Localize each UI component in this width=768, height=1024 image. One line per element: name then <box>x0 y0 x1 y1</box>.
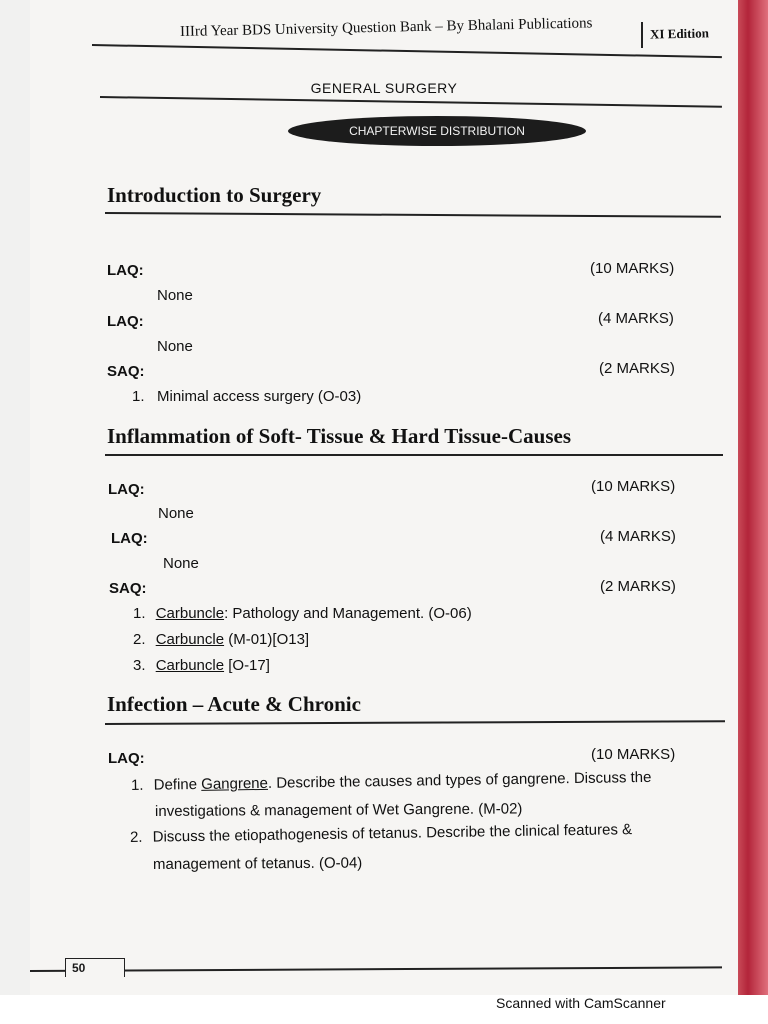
list-number: 1. <box>130 776 144 794</box>
question-type-label: LAQ: <box>107 262 144 279</box>
question-type-label: LAQ: <box>107 313 144 330</box>
question-text: [O-17] <box>224 657 270 674</box>
list-number: 2. <box>133 631 146 648</box>
question-text: Discuss the etiopathogenesis of tetanus. Describe the clinical features & <box>152 821 633 846</box>
marks-label: (2 MARKS) <box>599 360 675 377</box>
question-type-label: SAQ: <box>109 580 147 597</box>
question-text: (M-01)[O13] <box>224 631 310 648</box>
marks-label: (4 MARKS) <box>600 528 676 545</box>
keyword: Carbuncle <box>155 657 225 674</box>
question-text: . Describe the causes and types of gangrene. Discuss the <box>267 768 652 792</box>
subject-title: GENERAL SURGERY <box>310 80 458 96</box>
question-type-label: LAQ: <box>108 481 145 498</box>
list-number: 1. <box>133 605 146 622</box>
section-title: Inflammation of Soft- Tissue & Hard Tissue-Causes <box>107 424 572 448</box>
list-item <box>133 657 270 674</box>
keyword: Carbuncle <box>155 631 225 648</box>
marks-label: (10 MARKS) <box>591 478 676 495</box>
running-header: IIIrd Year BDS University Question Bank – By Bhalani Publications <box>179 15 593 40</box>
marks-label: (10 MARKS) <box>590 260 675 277</box>
question-type-label: SAQ: <box>107 363 145 380</box>
question-text: None <box>163 555 199 572</box>
question-text: None <box>157 287 193 304</box>
question-text: investigations & management of Wet Gangrene. (M-02) <box>154 800 523 820</box>
chapterwise-banner: CHAPTERWISE DISTRIBUTION <box>288 116 586 146</box>
marks-label: (10 MARKS) <box>591 746 676 763</box>
keyword: Gangrene <box>201 774 269 793</box>
keyword: Carbuncle <box>155 605 225 622</box>
section-title: Introduction to Surgery <box>107 183 322 207</box>
question-text: Minimal access surgery (O-03) <box>157 388 362 405</box>
list-number: 1. <box>132 388 145 405</box>
edition-label: XI Edition <box>649 25 710 42</box>
question-text: None <box>157 338 193 355</box>
marks-label: (2 MARKS) <box>600 578 676 595</box>
question-type-label: LAQ: <box>108 750 145 767</box>
marks-label: (4 MARKS) <box>598 310 674 327</box>
question-type-label: LAQ: <box>111 530 148 547</box>
list-item <box>133 605 472 622</box>
page-number: 50 <box>65 958 125 977</box>
question-text: management of tetanus. (O-04) <box>152 854 363 873</box>
section-title: Infection – Acute & Chronic <box>107 692 361 716</box>
list-item <box>133 631 309 648</box>
list-number: 2. <box>129 828 143 846</box>
scanner-watermark: Scanned with CamScanner <box>496 995 666 1011</box>
section-rule <box>105 454 723 456</box>
question-text: None <box>158 505 194 522</box>
book-cover-edge <box>738 0 768 995</box>
question-text: : Pathology and Management. (O-06) <box>224 605 472 622</box>
list-number: 3. <box>133 657 146 674</box>
header-divider <box>641 22 643 48</box>
question-text: Define <box>153 775 202 794</box>
